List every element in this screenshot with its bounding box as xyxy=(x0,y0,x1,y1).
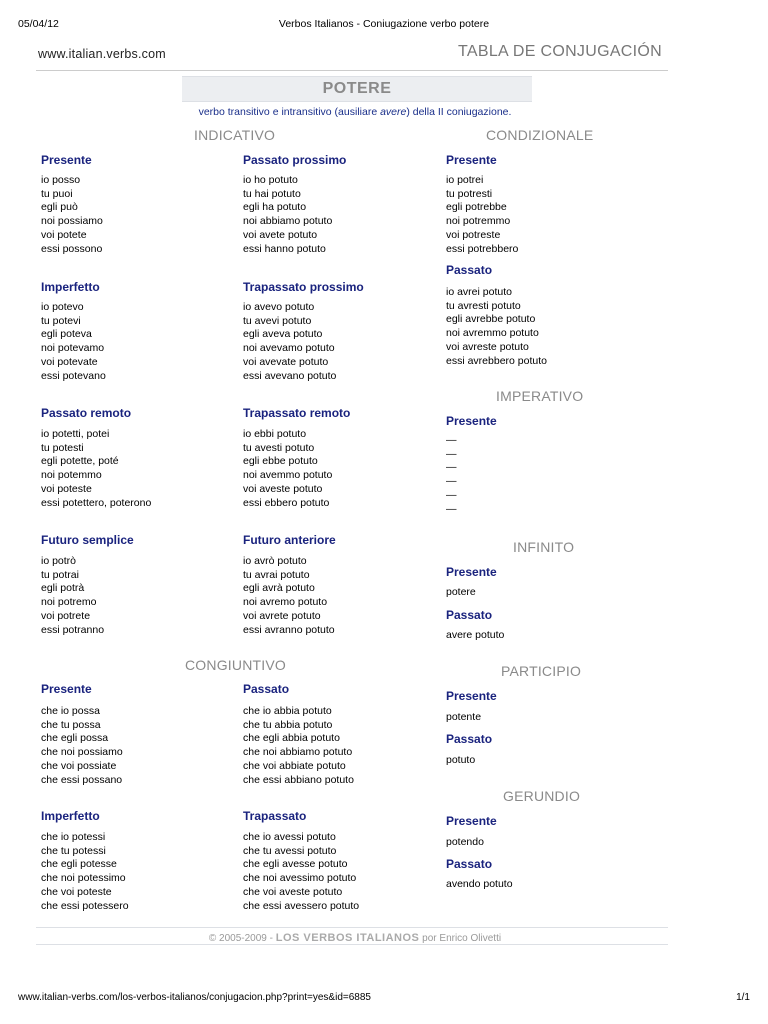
forms-gerundio-presente xyxy=(446,836,484,850)
verb-form: voi potete xyxy=(41,228,87,241)
verb-form: essi avrebbero potuto xyxy=(446,354,547,367)
forms-condizionale-passato xyxy=(446,286,547,368)
copyright xyxy=(0,932,710,944)
forms-indicativo-futuro-semplice xyxy=(41,555,104,637)
forms-infinito-passato xyxy=(446,629,504,643)
tense-congiuntivo-presente: Presente xyxy=(41,682,92,696)
tense-indicativo-trapassato-remoto: Trapassato remoto xyxy=(243,406,351,420)
tense-indicativo-presente: Presente xyxy=(41,153,92,167)
verb-form: tu potesti xyxy=(41,441,84,454)
forms-infinito-presente xyxy=(446,586,476,600)
verb-form: egli potrebbe xyxy=(446,201,507,214)
verb-form: egli avrà potuto xyxy=(243,582,315,595)
verb-form: voi poteste xyxy=(41,482,92,495)
verb-form: io potrò xyxy=(41,555,77,567)
site-url[interactable]: www.italian.verbs.com xyxy=(38,47,166,61)
verb-form: io avrei potuto xyxy=(446,286,512,298)
section-gerundio: GERUNDIO xyxy=(503,788,581,804)
verb-form: noi avremo potuto xyxy=(243,596,328,609)
verb-form: avere potuto xyxy=(446,629,505,641)
forms-congiuntivo-presente xyxy=(41,705,123,787)
forms-congiuntivo-trapassato xyxy=(243,831,359,913)
verb-form: che tu potessi xyxy=(41,844,106,857)
verb-form: che noi avessimo potuto xyxy=(243,872,357,885)
tense-infinito-passato: Passato xyxy=(446,608,493,622)
copyright-text: © 2005-2009 - xyxy=(208,933,276,944)
verb-form: — xyxy=(446,502,457,515)
verb-form: tu potresti xyxy=(446,187,493,200)
site-title: TABLA DE CONJUGACIÓN xyxy=(458,43,662,60)
verb-form: che essi possano xyxy=(41,773,123,786)
print-url: www.italian-verbs.com/los-verbos-italianos/conjugacion.php?print=yes&id=6885 xyxy=(18,992,371,1003)
verb-form: che voi poteste xyxy=(41,885,112,898)
forms-indicativo-presente xyxy=(41,174,103,256)
verb-form: — xyxy=(446,434,457,446)
verb-form: tu avresti potuto xyxy=(446,299,521,312)
section-infinito: INFINITO xyxy=(513,539,575,555)
verb-form: tu potrai xyxy=(41,568,79,581)
verb-form: — xyxy=(446,475,457,488)
verb-form: essi hanno potuto xyxy=(243,242,326,255)
verb-form: voi avreste potuto xyxy=(446,340,529,353)
verb-form: tu puoi xyxy=(41,187,73,200)
verb-form: voi avete potuto xyxy=(243,228,318,241)
verb-form: che egli possa xyxy=(41,732,109,745)
verb-form: che noi abbiamo potuto xyxy=(243,746,353,759)
tense-gerundio-presente: Presente xyxy=(446,814,497,828)
verb-form: egli poteva xyxy=(41,328,92,341)
verb-form: che voi abbiate potuto xyxy=(243,759,346,772)
tense-congiuntivo-passato: Passato xyxy=(243,682,290,696)
verb-form: che io avessi potuto xyxy=(243,831,336,843)
verb-form: che io potessi xyxy=(41,831,106,843)
verb-form: tu avrai potuto xyxy=(243,568,310,581)
verb-form: che io possa xyxy=(41,705,100,717)
verb-form: tu avesti potuto xyxy=(243,441,315,454)
verb-form: io posso xyxy=(41,174,81,186)
verb-form: noi avremmo potuto xyxy=(446,327,539,340)
forms-indicativo-imperfetto xyxy=(41,301,106,383)
verb-form: — xyxy=(446,461,457,474)
verb-description xyxy=(0,106,710,118)
copyright-author: por Enrico Olivetti xyxy=(419,933,502,944)
verb-form: che essi abbiano potuto xyxy=(243,773,354,786)
copyright-brand[interactable]: LOS VERBOS ITALIANOS xyxy=(275,932,420,944)
footer-divider-top xyxy=(36,927,668,928)
forms-participio-presente xyxy=(446,711,481,725)
forms-indicativo-trapassato-prossimo xyxy=(243,301,336,383)
verb-form: avendo potuto xyxy=(446,878,513,890)
verb-form: che egli avesse potuto xyxy=(243,858,348,871)
verb-form: tu avevi potuto xyxy=(243,314,312,327)
verb-form: voi potevate xyxy=(41,355,98,368)
tense-condizionale-presente: Presente xyxy=(446,153,497,167)
verb-form: voi aveste potuto xyxy=(243,482,323,495)
tense-indicativo-futuro-semplice: Futuro semplice xyxy=(41,533,134,547)
verb-form: io ebbi potuto xyxy=(243,428,307,440)
forms-congiuntivo-passato xyxy=(243,705,354,787)
verb-form: che egli abbia potuto xyxy=(243,732,340,745)
verb-form: voi potrete xyxy=(41,609,91,622)
print-page-number: 1/1 xyxy=(736,992,750,1003)
verb-form: potendo xyxy=(446,836,484,848)
tense-indicativo-futuro-anteriore: Futuro anteriore xyxy=(243,533,336,547)
verb-form: che egli potesse xyxy=(41,858,117,871)
verb-form: egli ha potuto xyxy=(243,201,307,214)
print-header xyxy=(18,18,750,32)
tense-indicativo-imperfetto: Imperfetto xyxy=(41,280,100,294)
verb-form: che essi potessero xyxy=(41,899,129,912)
verb-form: io potetti, potei xyxy=(41,428,110,440)
verb-form: potuto xyxy=(446,754,476,766)
forms-indicativo-passato-prossimo xyxy=(243,174,332,256)
verb-form: egli può xyxy=(41,201,78,214)
verb-form: che io abbia potuto xyxy=(243,705,332,717)
tense-congiuntivo-imperfetto: Imperfetto xyxy=(41,809,100,823)
verb-form: — xyxy=(446,488,457,501)
section-imperativo: IMPERATIVO xyxy=(496,388,584,404)
tense-indicativo-passato-remoto: Passato remoto xyxy=(41,406,132,420)
forms-participio-passato xyxy=(446,754,475,768)
forms-condizionale-presente xyxy=(446,174,518,256)
verb-form: che tu avessi potuto xyxy=(243,844,337,857)
verb-form: che voi aveste potuto xyxy=(243,885,343,898)
tense-indicativo-trapassato-prossimo: Trapassato prossimo xyxy=(243,280,364,294)
section-congiuntivo: CONGIUNTIVO xyxy=(185,657,286,673)
verb-form: io avevo potuto xyxy=(243,301,315,313)
verb-form: essi avevano potuto xyxy=(243,369,337,382)
verb-form: egli aveva potuto xyxy=(243,328,323,341)
verb-form: che noi potessimo xyxy=(41,872,126,885)
verb-form: essi potrebbero xyxy=(446,242,519,255)
verb-form: egli potette, poté xyxy=(41,455,119,468)
verb-form: tu potevi xyxy=(41,314,81,327)
verb-form: che noi possiamo xyxy=(41,746,123,759)
verb-form: voi potreste xyxy=(446,228,501,241)
tense-condizionale-passato: Passato xyxy=(446,263,493,277)
verb-form: essi avranno potuto xyxy=(243,623,335,636)
verb-form: voi avevate potuto xyxy=(243,355,329,368)
verb-name: POTERE xyxy=(322,80,392,97)
verb-form: essi ebbero potuto xyxy=(243,496,330,509)
verb-form: che tu abbia potuto xyxy=(243,718,333,731)
verb-form: che voi possiate xyxy=(41,759,117,772)
verb-form: essi potevano xyxy=(41,369,106,382)
forms-imperativo-presente xyxy=(446,434,457,516)
verb-form: noi abbiamo potuto xyxy=(243,215,333,228)
verb-form: noi possiamo xyxy=(41,215,103,228)
verb-form: egli potrà xyxy=(41,582,85,595)
verb-form: voi avrete potuto xyxy=(243,609,321,622)
tense-infinito-presente: Presente xyxy=(446,565,497,579)
verb-form: noi avemmo potuto xyxy=(243,469,333,482)
print-page-title: Verbos Italianos - Coniugazione verbo potere xyxy=(278,18,490,30)
verb-heading xyxy=(182,76,532,102)
section-participio: PARTICIPIO xyxy=(501,663,582,679)
verb-form: noi avevamo potuto xyxy=(243,342,335,355)
tense-participio-passato: Passato xyxy=(446,732,493,746)
forms-indicativo-futuro-anteriore xyxy=(243,555,335,637)
section-condizionale: CONDIZIONALE xyxy=(486,127,594,143)
verb-form: — xyxy=(446,447,457,460)
verb-form: essi potranno xyxy=(41,623,105,636)
verb-form: che tu possa xyxy=(41,718,101,731)
verb-form: noi potemmo xyxy=(41,469,102,482)
verb-form: noi potremo xyxy=(41,596,97,609)
verb-form: io avrò potuto xyxy=(243,555,307,567)
verb-form: potente xyxy=(446,711,482,723)
verb-desc-pre: verbo transitivo e intransitivo (ausiliare xyxy=(198,106,381,118)
verb-form: essi possono xyxy=(41,242,103,255)
site-header xyxy=(36,40,668,71)
tense-congiuntivo-trapassato: Trapassato xyxy=(243,809,307,823)
footer-divider-bottom xyxy=(36,944,668,945)
print-date: 05/04/12 xyxy=(18,18,59,30)
verb-form: che essi avessero potuto xyxy=(243,899,360,912)
tense-indicativo-passato-prossimo: Passato prossimo xyxy=(243,153,347,167)
section-indicativo: INDICATIVO xyxy=(194,127,276,143)
verb-form: tu hai potuto xyxy=(243,187,301,200)
forms-indicativo-trapassato-remoto xyxy=(243,428,332,510)
verb-form: io potevo xyxy=(41,301,84,313)
verb-form: potere xyxy=(446,586,476,598)
verb-form: essi potettero, poterono xyxy=(41,496,152,509)
tense-participio-presente: Presente xyxy=(446,689,497,703)
verb-desc-post: ) della II coniugazione. xyxy=(406,106,512,118)
verb-form: egli ebbe potuto xyxy=(243,455,318,468)
verb-form: noi potevamo xyxy=(41,342,105,355)
verb-form: io potrei xyxy=(446,174,484,186)
verb-form: noi potremmo xyxy=(446,215,511,228)
verb-form: io ho potuto xyxy=(243,174,298,186)
forms-indicativo-passato-remoto xyxy=(41,428,151,510)
forms-congiuntivo-imperfetto xyxy=(41,831,129,913)
verb-auxiliary: avere xyxy=(380,106,407,118)
tense-gerundio-passato: Passato xyxy=(446,857,493,871)
verb-form: egli avrebbe potuto xyxy=(446,313,536,326)
tense-imperativo-presente: Presente xyxy=(446,414,497,428)
forms-gerundio-passato xyxy=(446,878,513,892)
